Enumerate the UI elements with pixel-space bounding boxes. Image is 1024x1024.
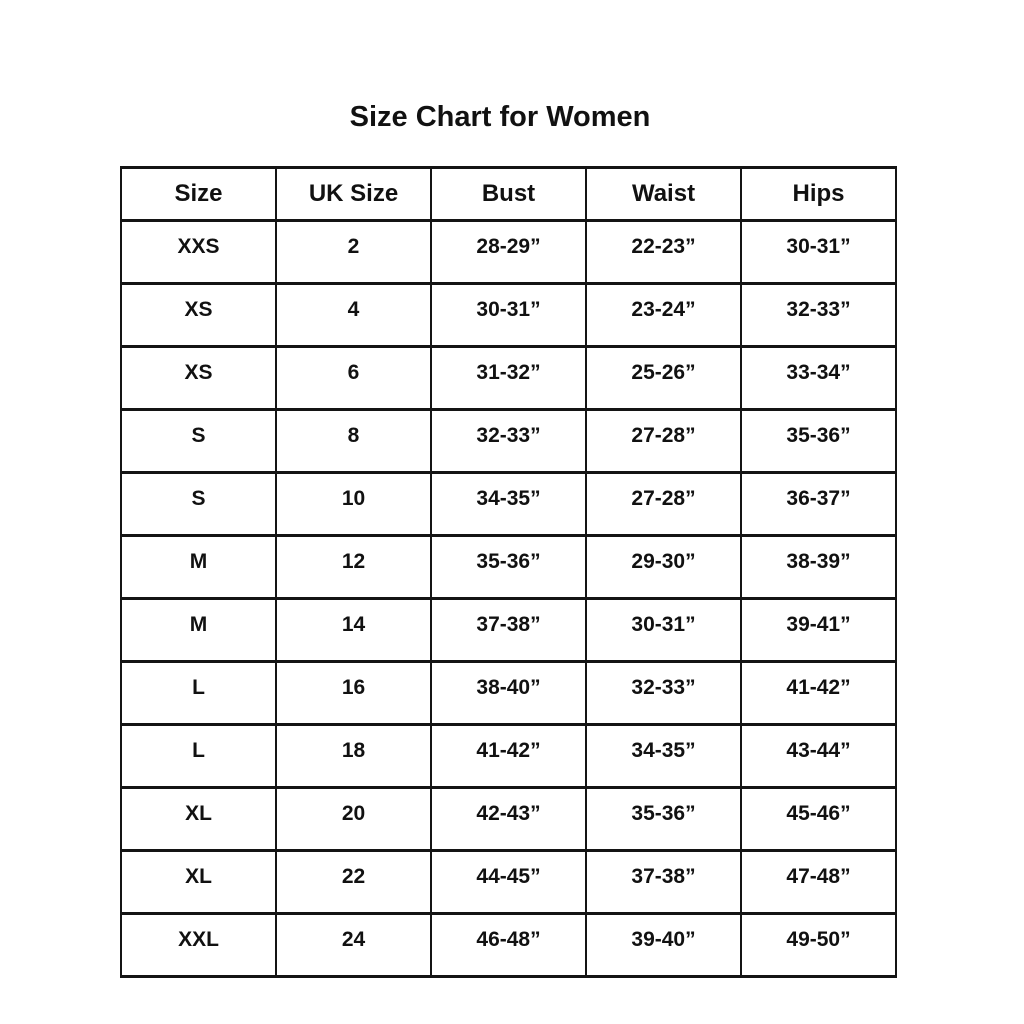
table-cell: XL xyxy=(121,788,276,851)
table-cell: 33-34” xyxy=(741,347,896,410)
table-cell: 41-42” xyxy=(431,725,586,788)
table-cell: M xyxy=(121,536,276,599)
table-cell: XXL xyxy=(121,914,276,977)
table-cell: 4 xyxy=(276,284,431,347)
table-row xyxy=(121,725,896,788)
table-cell: 16 xyxy=(276,662,431,725)
table-cell: 30-31” xyxy=(431,284,586,347)
table-cell: 14 xyxy=(276,599,431,662)
table-cell: 35-36” xyxy=(741,410,896,473)
table-cell: 34-35” xyxy=(586,725,741,788)
table-row xyxy=(121,284,896,347)
table-cell: 37-38” xyxy=(431,599,586,662)
table-cell: 39-41” xyxy=(741,599,896,662)
table-cell: 30-31” xyxy=(586,599,741,662)
table-row xyxy=(121,788,896,851)
column-header: Waist xyxy=(586,168,741,221)
table-cell: XL xyxy=(121,851,276,914)
table-cell: 25-26” xyxy=(586,347,741,410)
table-row xyxy=(121,914,896,977)
column-header: Bust xyxy=(431,168,586,221)
table-cell: XS xyxy=(121,347,276,410)
table-cell: S xyxy=(121,410,276,473)
table-body xyxy=(121,221,896,977)
table-cell: 27-28” xyxy=(586,410,741,473)
table-cell: 42-43” xyxy=(431,788,586,851)
table-cell: 38-40” xyxy=(431,662,586,725)
table-cell: 30-31” xyxy=(741,221,896,284)
table-cell: 6 xyxy=(276,347,431,410)
table-cell: S xyxy=(121,473,276,536)
table-cell: 28-29” xyxy=(431,221,586,284)
table-cell: 20 xyxy=(276,788,431,851)
table-cell: XXS xyxy=(121,221,276,284)
table-cell: XS xyxy=(121,284,276,347)
table-cell: 38-39” xyxy=(741,536,896,599)
table-cell: 44-45” xyxy=(431,851,586,914)
table-cell: 36-37” xyxy=(741,473,896,536)
table-row xyxy=(121,662,896,725)
table-cell: 39-40” xyxy=(586,914,741,977)
table-cell: 24 xyxy=(276,914,431,977)
table-row xyxy=(121,347,896,410)
table-header xyxy=(121,168,896,221)
table-cell: 12 xyxy=(276,536,431,599)
table-row xyxy=(121,221,896,284)
table-cell: 29-30” xyxy=(586,536,741,599)
table-cell: 35-36” xyxy=(586,788,741,851)
table-cell: 47-48” xyxy=(741,851,896,914)
table-cell: 45-46” xyxy=(741,788,896,851)
table-cell: 10 xyxy=(276,473,431,536)
table-cell: 32-33” xyxy=(586,662,741,725)
table-row xyxy=(121,536,896,599)
table-cell: 37-38” xyxy=(586,851,741,914)
table-cell: 22 xyxy=(276,851,431,914)
table-row xyxy=(121,851,896,914)
table-cell: 32-33” xyxy=(741,284,896,347)
size-chart-table xyxy=(120,166,897,978)
table-cell: 2 xyxy=(276,221,431,284)
table-cell: 43-44” xyxy=(741,725,896,788)
column-header: UK Size xyxy=(276,168,431,221)
table-cell: 34-35” xyxy=(431,473,586,536)
table-cell: 27-28” xyxy=(586,473,741,536)
table-cell: 18 xyxy=(276,725,431,788)
table-cell: 31-32” xyxy=(431,347,586,410)
page-title: Size Chart for Women xyxy=(349,101,651,133)
table-cell: L xyxy=(121,725,276,788)
header-row xyxy=(121,168,896,221)
table-cell: 23-24” xyxy=(586,284,741,347)
column-header: Size xyxy=(121,168,276,221)
table-cell: L xyxy=(121,662,276,725)
table-cell: 8 xyxy=(276,410,431,473)
table-cell: 22-23” xyxy=(586,221,741,284)
column-header: Hips xyxy=(741,168,896,221)
table-row xyxy=(121,410,896,473)
table-row xyxy=(121,473,896,536)
table-cell: M xyxy=(121,599,276,662)
table-cell: 32-33” xyxy=(431,410,586,473)
table-row xyxy=(121,599,896,662)
table-cell: 35-36” xyxy=(431,536,586,599)
table-cell: 49-50” xyxy=(741,914,896,977)
table-cell: 46-48” xyxy=(431,914,586,977)
table-cell: 41-42” xyxy=(741,662,896,725)
